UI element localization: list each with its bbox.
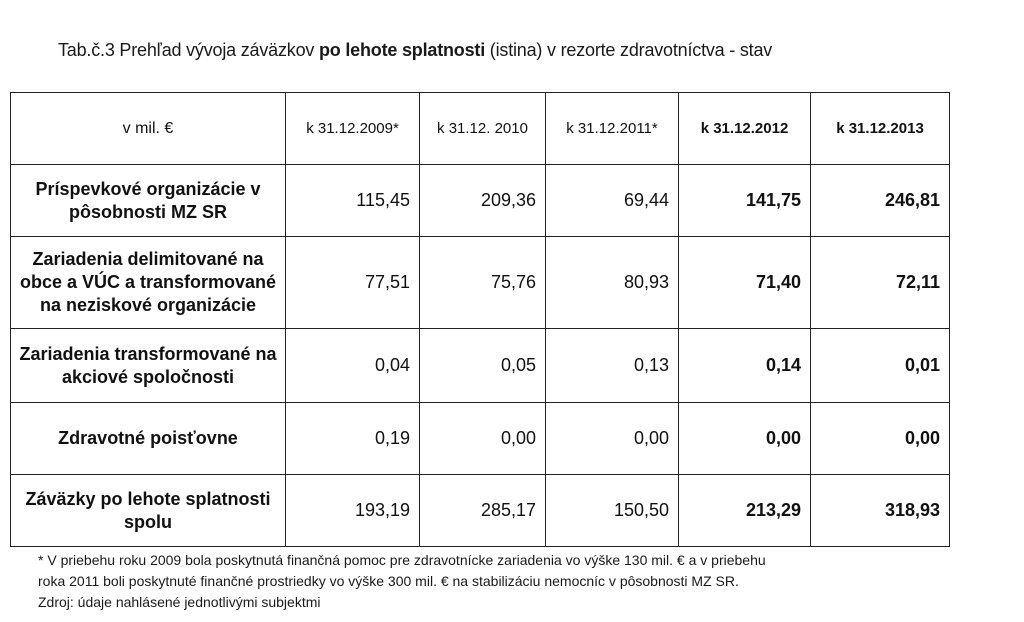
table-cell: 72,11 [811, 237, 950, 329]
row-label: Záväzky po lehote splatnosti spolu [11, 475, 286, 547]
table-cell: 115,45 [286, 165, 420, 237]
table-cell: 75,76 [420, 237, 546, 329]
column-header: k 31.12.2013 [811, 93, 950, 165]
table-cell: 150,50 [546, 475, 679, 547]
table-row [11, 329, 950, 403]
source-note: Zdroj: údaje nahlásené jednotlivými subjektmi [38, 594, 321, 610]
table-cell: 0,14 [679, 329, 811, 403]
table-cell: 0,01 [811, 329, 950, 403]
table-row [11, 237, 950, 329]
table-cell: 318,93 [811, 475, 950, 547]
table-row [11, 475, 950, 547]
table-cell: 209,36 [420, 165, 546, 237]
title-prefix: Tab.č.3 Prehľad vývoja záväzkov [58, 40, 319, 60]
column-header: k 31.12.2009* [286, 93, 420, 165]
table-cell: 0,05 [420, 329, 546, 403]
title-suffix: (istina) v rezorte zdravotníctva - stav [485, 40, 773, 60]
unit-header: v mil. € [11, 93, 286, 165]
column-header: k 31.12. 2010 [420, 93, 546, 165]
footnote-line: * V priebehu roku 2009 bola poskytnutá finančná pomoc pre zdravotnícke zariadenia vo výške 130 mil. € a v priebehu [38, 552, 766, 568]
row-label: Zdravotné poisťovne [11, 403, 286, 475]
table-cell: 285,17 [420, 475, 546, 547]
liabilities-table [10, 92, 950, 547]
table-cell: 0,00 [420, 403, 546, 475]
row-label: Zariadenia delimitované na obce a VÚC a transformované na neziskové organizácie [11, 237, 286, 329]
table-cell: 77,51 [286, 237, 420, 329]
table-cell: 0,04 [286, 329, 420, 403]
table-row [11, 403, 950, 475]
title-bold: po lehote splatnosti [318, 40, 485, 60]
table-cell: 80,93 [546, 237, 679, 329]
table-cell: 0,00 [811, 403, 950, 475]
column-header: k 31.12.2012 [679, 93, 811, 165]
table-cell: 0,00 [679, 403, 811, 475]
table-cell: 246,81 [811, 165, 950, 237]
footnote-line: roka 2011 boli poskytnuté finančné prostriedky vo výške 300 mil. € na stabilizáciu nemocníc v pôsobnosti MZ SR. [38, 573, 739, 589]
table-cell: 0,00 [546, 403, 679, 475]
table-cell: 213,29 [679, 475, 811, 547]
row-label: Príspevkové organizácie v pôsobnosti MZ SR [11, 165, 286, 237]
table-cell: 0,19 [286, 403, 420, 475]
column-header: k 31.12.2011* [546, 93, 679, 165]
footnotes [38, 550, 766, 613]
table-cell: 0,13 [546, 329, 679, 403]
table-cell: 71,40 [679, 237, 811, 329]
table-title [58, 40, 772, 61]
table-cell: 69,44 [546, 165, 679, 237]
table-cell: 193,19 [286, 475, 420, 547]
table-row [11, 165, 950, 237]
table-cell: 141,75 [679, 165, 811, 237]
table-header-row [11, 93, 950, 165]
row-label: Zariadenia transformované na akciové spoločnosti [11, 329, 286, 403]
